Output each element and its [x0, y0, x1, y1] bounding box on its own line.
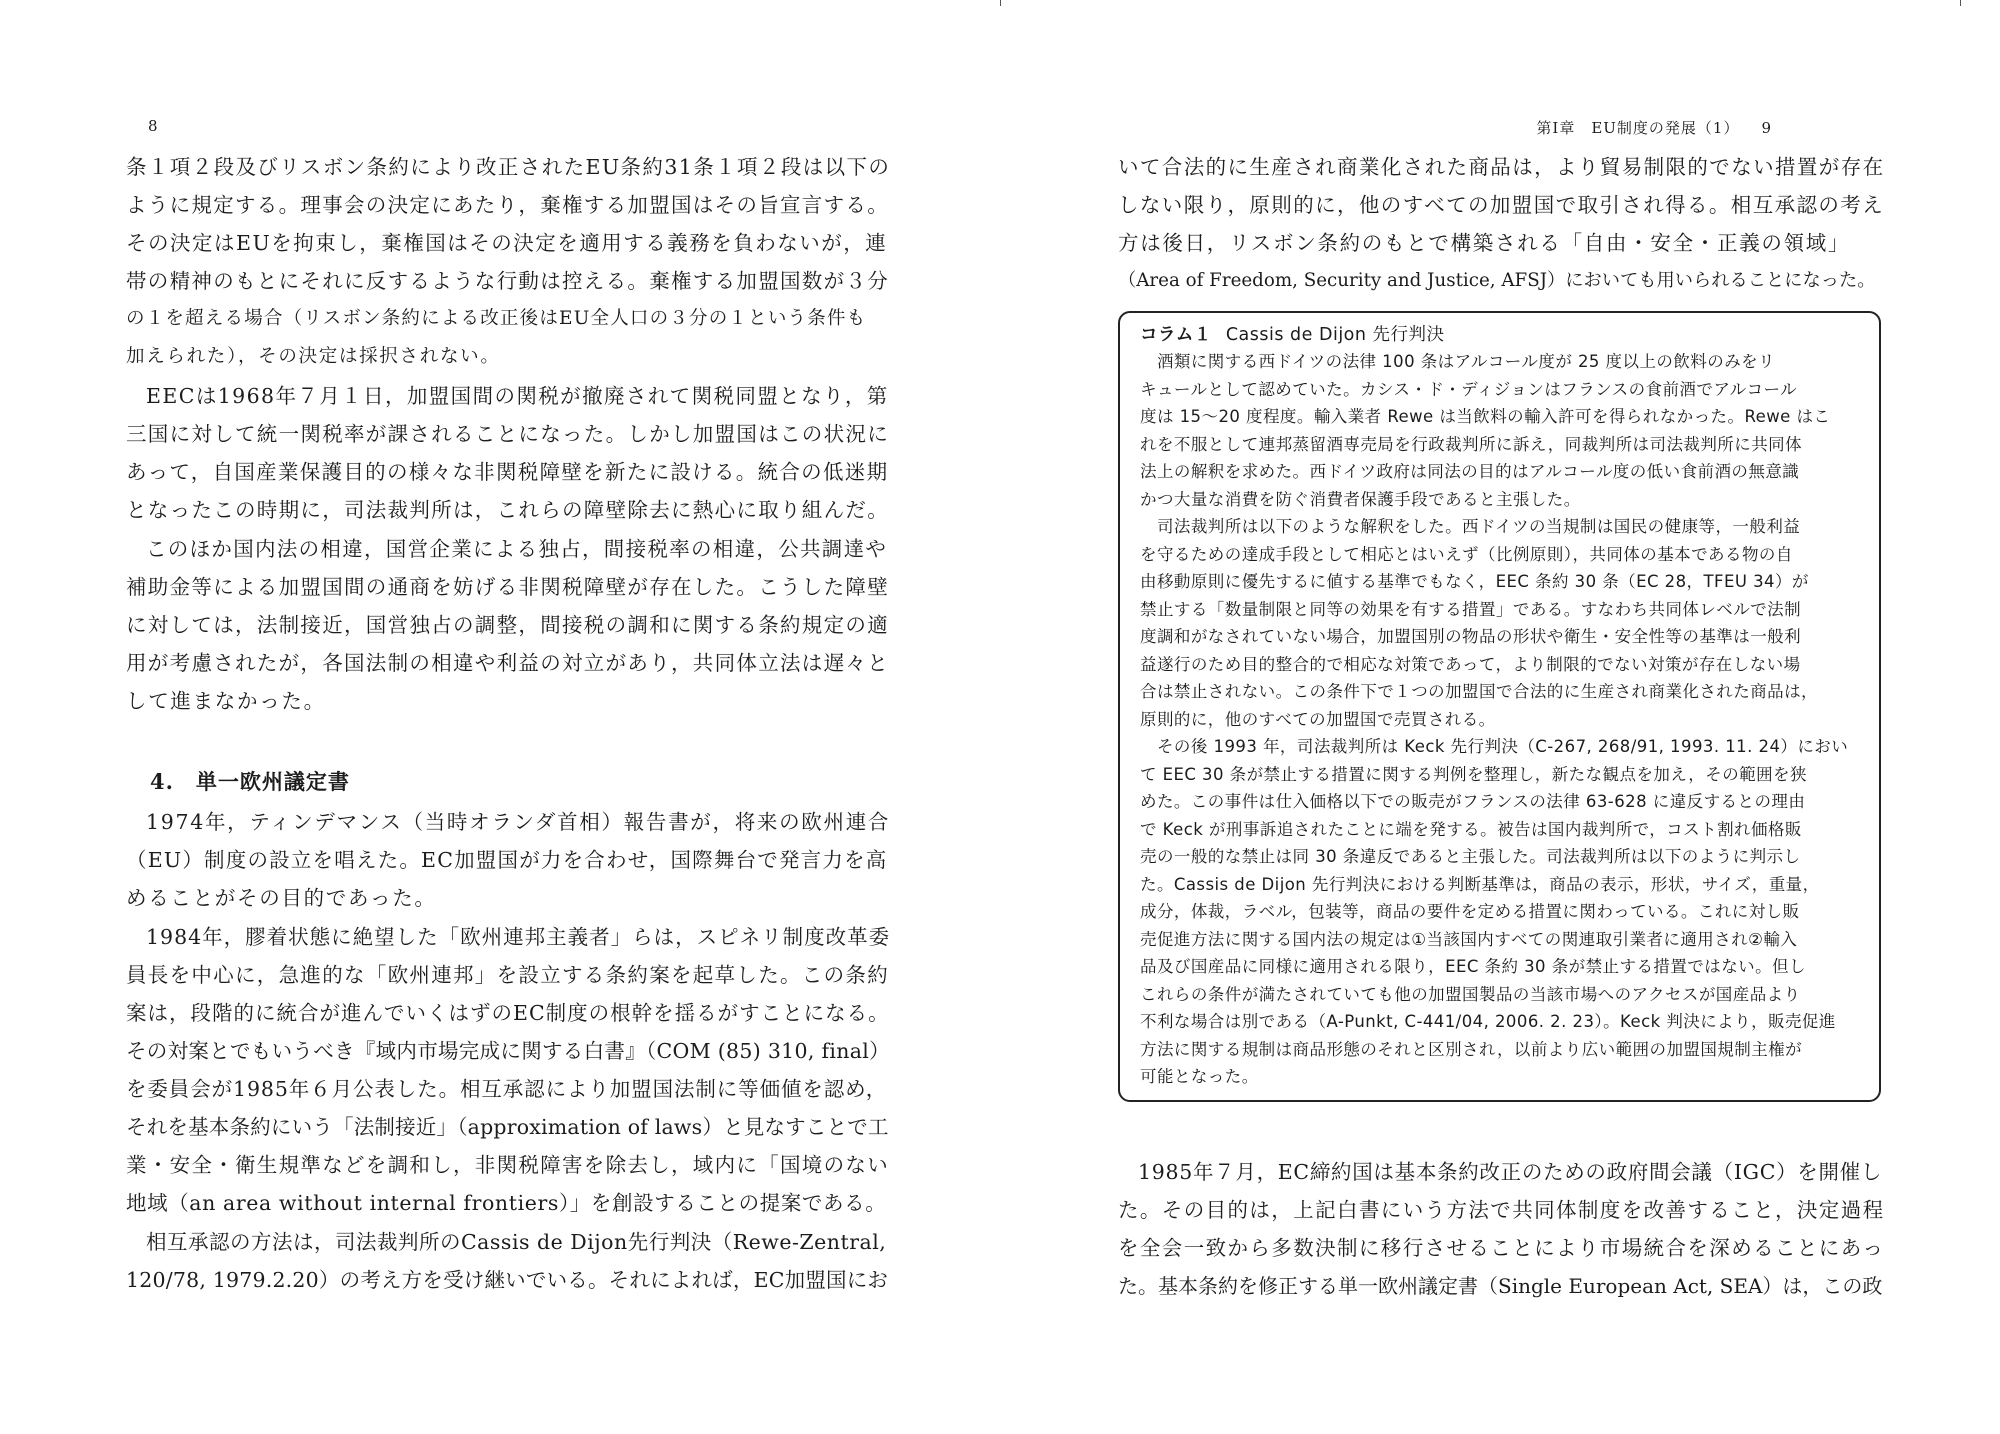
column-line: 度は 15〜20 度程度。輸入業者 Rewe は当飲料の輸入許可を得られなかった。Rewe はこ — [1140, 407, 1831, 426]
text-line: 条１項２段及びリスボン条約により改正されたEU条約31条１項２段は以下の — [126, 155, 891, 179]
text-line: 員長を中心に，急進的な「欧州連邦」を設立する条約案を起草した。この条約 — [126, 963, 889, 987]
text-line: 120/78, 1979.2.20）の考え方を受け継いでいる。それによれば，EC加盟国にお — [126, 1268, 889, 1292]
text-line: 三国に対して統一関税率が課されることになった。しかし加盟国はこの状況に — [126, 422, 889, 446]
column-line: 成分，体裁，ラベル，包装等，商品の要件を定める措置に関わっている。これに対し販 — [1140, 902, 1800, 921]
text-line: 帯の精神のもとにそれに反するような行動は控える。棄権する加盟国数が３分 — [126, 269, 889, 293]
column-line: キュールとして認めていた。カシス・ド・ディジョンはフランスの食前酒でアルコール — [1140, 379, 1798, 399]
text-line: を全会一致から多数決制に移行させることにより市場統合を深めることにあっ — [1118, 1236, 1885, 1260]
crop-mark-center — [1000, 0, 1001, 6]
column-line: 法上の解釈を求めた。西ドイツ政府は同法の目的はアルコール度の低い食前酒の無意識 — [1140, 462, 1800, 481]
column-line: で Keck が刑事訴追されたことに端を発する。被告は国内裁判所で，コスト割れ価格販 — [1140, 819, 1802, 839]
text-line: 1984年，膠着状態に絶望した「欧州連邦主義者」らは，スピネリ制度改革委 — [146, 925, 891, 949]
column-label: コラム１ — [1140, 325, 1212, 345]
text-line: に対しては，法制接近，国営独占の調整，間接税の調和に関する条約規定の適 — [126, 613, 889, 637]
text-line: ように規定する。理事会の決定にあたり，棄権する加盟国はその旨宣言する。 — [126, 193, 889, 217]
text-line: （EU）制度の設立を唱えた。EC加盟国が力を合わせ，国際舞台で発言力を高 — [126, 848, 888, 872]
text-line: 加えられた），その決定は採択されない。 — [126, 346, 501, 367]
column-line: た。Cassis de Dijon 先行判決における判断基準は，商品の表示，形状，サイズ，重量， — [1140, 874, 1820, 894]
column-line: 原則的に，他のすべての加盟国で売買される。 — [1140, 709, 1496, 729]
column-line: 益遂行のため目的整合的で相応な対策であって，より制限的でない対策が存在しない場 — [1140, 654, 1801, 674]
column-line: 合は禁止されない。この条件下で１つの加盟国で合法的に生産され商業化された商品は， — [1140, 682, 1818, 701]
text-line: いて合法的に生産され商業化された商品は，より貿易制限的でない措置が存在 — [1118, 155, 1885, 179]
text-line: 1974年，ティンデマンス（当時オランダ首相）報告書が，将来の欧州連合 — [146, 810, 891, 834]
column-title — [1140, 322, 1445, 348]
text-line: しない限り，原則的に，他のすべての加盟国で取引され得る。相互承認の考え — [1118, 193, 1885, 217]
column-heading: Cassis de Dijon 先行判決 — [1225, 325, 1445, 345]
text-line: それを基本条約にいう「法制接近」（approximation of laws）と見なすことで工 — [126, 1115, 889, 1139]
text-line: して進まなかった。 — [126, 689, 326, 713]
text-line: の１を超える場合（リスボン条約による改正後はEU全人口の３分の１という条件も — [126, 308, 867, 329]
column-line: 酒類に関する西ドイツの法律 100 条はアルコール度が 25 度以上の飲料のみをリ — [1140, 352, 1776, 371]
column-line: その後 1993 年，司法裁判所は Keck 先行判決（C-267, 268/91, 1993. 11. 24）におい — [1140, 737, 1849, 756]
text-line: （Area of Freedom, Security and Justice, AFSJ）においても用いられることになった。 — [1118, 270, 1876, 291]
column-line: を守るための達成手段として相応とはいえず（比例原則），共同体の基本である物の自 — [1140, 544, 1793, 564]
page-number-right: 9 — [1761, 119, 1772, 137]
column-line: 方法に関する規制は商品形態のそれと区別され，以前より広い範囲の加盟国規制主権が — [1140, 1039, 1803, 1059]
text-line: 業・安全・衛生規準などを調和し，非関税障害を除去し，域内に「国境のない — [126, 1153, 889, 1177]
text-line: このほか国内法の相違，国営企業による独占，間接税率の相違，公共調達や — [146, 537, 888, 561]
column-line: 度調和がなされていない場合，加盟国別の物品の形状や衛生・安全性等の基準は一般利 — [1140, 627, 1802, 646]
text-line: を委員会が1985年６月公表した。相互承認により加盟国法制に等価値を認め， — [126, 1077, 888, 1101]
column-line: これらの条件が満たされていても他の加盟国製品の当該市場へのアクセスが国産品より — [1140, 984, 1801, 1004]
page-number-left: 8 — [148, 117, 159, 135]
text-line: EECは1968年７月１日，加盟国間の関税が撤廃されて関税同盟となり，第 — [146, 384, 889, 408]
text-line: 案は，段階的に統合が進んでいくはずのEC制度の根幹を揺るがすことになる。 — [126, 1001, 890, 1025]
column-line: かつ大量な消費を防ぐ消費者保護手段であると主張した。 — [1140, 489, 1581, 509]
text-line: 方は後日，リスボン条約のもとで構築される「自由・安全・正義の領域」 — [1118, 231, 1851, 255]
text-line: 1985年７月，EC締約国は基本条約改正のための政府間会議（IGC）を開催し — [1138, 1160, 1883, 1184]
text-line: た。基本条約を修正する単一欧州議定書（Single European Act, SEA）は，この政 — [1118, 1274, 1883, 1298]
text-line: 地域（an area without internal frontiers）」を創設することの提案である。 — [126, 1191, 887, 1215]
text-line: た。その目的は，上記白書にいう方法で共同体制度を改善すること，決定過程 — [1118, 1198, 1885, 1222]
column-line: 可能となった。 — [1140, 1067, 1259, 1086]
column-line: 禁止する「数量制限と同等の効果を有する措置」である。すなわち共同体レベルで法制 — [1140, 599, 1802, 619]
text-line: その対案とでもいうべき『域内市場完成に関する白書』（COM (85) 310, final） — [126, 1039, 890, 1063]
column-line: て EEC 30 条が禁止する措置に関する判例を整理し，新たな観点を加え，その範囲を狭 — [1140, 764, 1807, 784]
text-line: となったこの時期に，司法裁判所は，これらの障壁除去に熱心に取り組んだ。 — [126, 498, 889, 522]
crop-mark-right — [1960, 0, 1961, 6]
chapter-title: 第Ⅰ章 EU制度の発展（1） — [1536, 119, 1740, 137]
column-line: 由移動原則に優先するに値する基準でもなく，EEC 条約 30 条（EC 28，TFEU 34）が — [1140, 572, 1809, 591]
column-line: 売促進方法に関する国内法の規定は①当該国内すべての関連取引業者に適用され②輸入 — [1140, 929, 1798, 949]
text-line: 相互承認の方法は，司法裁判所のCassis de Dijon先行判決（Rewe-Zentral, — [146, 1230, 887, 1254]
column-line: 売の一般的な禁止は同 30 条違反であると主張した。司法裁判所は以下のように判示し — [1140, 847, 1801, 866]
column-line: れを不服として連邦蒸留酒専売局を行政裁判所に訴え，同裁判所は司法裁判所に共同体 — [1140, 434, 1803, 454]
column-line: 品及び国産品に同様に適用される限り，EEC 条約 30 条が禁止する措置ではない。但し — [1140, 957, 1806, 976]
text-line: 補助金等による加盟国間の通商を妨げる非関税障壁が存在した。こうした障壁 — [126, 575, 889, 599]
text-line: その決定はEUを拘束し，棄権国はその決定を適用する義務を負わないが，連 — [126, 231, 888, 255]
running-head — [1536, 117, 1772, 138]
column-line: 不利な場合は別である（A-Punkt, C-441/04, 2006. 2. 23）。Keck 判決により，販売促進 — [1140, 1012, 1836, 1031]
text-line: 用が考慮されたが，各国法制の相違や利益の対立があり，共同体立法は遅々と — [126, 651, 889, 675]
column-line: めた。この事件は仕入価格以下での販売がフランスの法律 63-628 に違反するとの理由 — [1140, 792, 1806, 811]
text-line: めることがその目的であった。 — [126, 886, 437, 910]
text-line: あって，自国産業保護目的の様々な非関税障壁を新たに設ける。統合の低迷期 — [126, 460, 889, 484]
column-line: 司法裁判所は以下のような解釈をした。西ドイツの当規制は国民の健康等，一般利益 — [1140, 517, 1801, 536]
section-heading: 4. 単一欧州議定書 — [150, 769, 350, 794]
